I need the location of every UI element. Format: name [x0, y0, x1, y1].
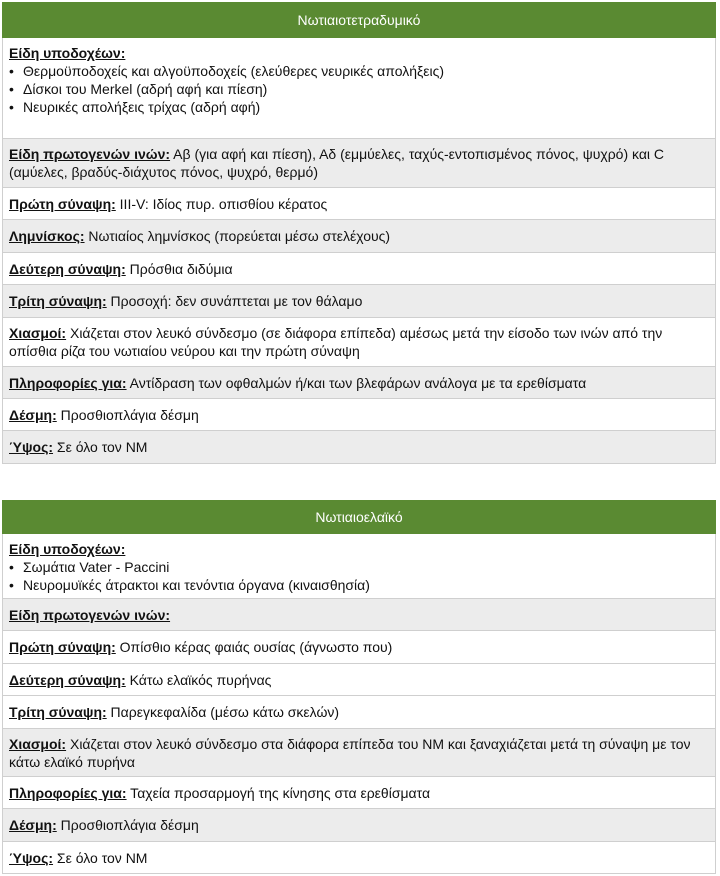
row-label: Χιασμοί:: [9, 325, 67, 341]
row-label: Τρίτη σύναψη:: [9, 293, 107, 309]
list-item: • Νευρικές απολήξεις τρίχας (αδρή αφή): [9, 98, 709, 116]
row-value: Προσθιοπλάγια δέσμη: [56, 817, 199, 833]
row-label: Είδη πρωτογενών ινών:: [9, 146, 171, 162]
table-row: [3, 431, 716, 464]
row-value: Αντίδραση των οφθαλμών ή/και των βλεφάρων ανάλογα με τα ερεθίσματα: [126, 374, 587, 391]
row-label: Πρώτη σύναψη:: [9, 195, 116, 212]
table-row: [3, 631, 716, 664]
tract-table-2: [2, 500, 716, 874]
row-value: Αβ (για αφή και πίεση), Αδ (εμμύελες, ταχύς-εντοπισμένος πόνος, ψυχρό) και C (αμύελες, βραδύς-διάχυτος πόνος, ψυχρό, θερμό): [9, 146, 665, 180]
row-label: Λημνίσκος:: [9, 228, 85, 244]
list-item: • Θερμοϋποδοχείς και αλγοϋποδοχείς (ελεύθερες νευρικές απολήξεις): [9, 62, 709, 80]
row-label: Τρίτη σύναψη:: [9, 704, 107, 720]
row-value: Χιάζεται στον λευκό σύνδεσμο στα διάφορα επίπεδα του ΝΜ και ξαναχιάζεται μετά τη σύναψη με τον κάτω ελαϊκό πυρήνα: [9, 735, 691, 770]
table-row: [3, 599, 716, 631]
row-value: Χιάζεται στον λευκό σύνδεσμο (σε διάφορα επίπεδα) αμέσως μετά την είσοδο των ινών από την οπίσθια ρίζα του νωτιαίου νεύρου και την πρώτη σύναψη: [9, 325, 663, 359]
table-row: [3, 188, 716, 220]
row-value: Παρεγκεφαλίδα (μέσω κάτω σκελών): [106, 704, 340, 720]
table-row: [3, 139, 716, 188]
row-value: Οπίσθιο κέρας φαιάς ουσίας (άγνωστο που): [115, 639, 393, 655]
table-title: Νωτιαιοελαϊκό: [3, 501, 716, 534]
table-row: [3, 729, 716, 777]
table-row: [3, 367, 716, 399]
receptors-label: Είδη υποδοχέων:: [9, 541, 126, 557]
table-row: [3, 253, 716, 285]
table-row: [3, 777, 716, 809]
row-label: Πληροφορίες για:: [9, 784, 127, 801]
table-row: [3, 842, 716, 874]
list-item: • Σωμάτια Vater - Paccini: [9, 558, 709, 576]
receptors-cell: [3, 38, 716, 139]
table-row: [3, 809, 716, 842]
row-label: Πρώτη σύναψη:: [9, 639, 116, 655]
row-label: Ύψος:: [9, 849, 54, 866]
row-value: Πρόσθια διδύμια: [125, 260, 233, 277]
row-label: Δεύτερη σύναψη:: [9, 260, 126, 277]
row-value: Προσοχή: δεν συνάπτεται με τον θάλαμο: [106, 293, 363, 309]
table-row: [3, 664, 716, 696]
receptors-label: Είδη υποδοχέων:: [9, 45, 126, 61]
row-label: Δέσμη:: [9, 817, 57, 833]
row-label: Είδη πρωτογενών ινών:: [9, 606, 171, 623]
row-label: Δέσμη:: [9, 406, 57, 423]
list-item: • Νευρομυϊκές άτρακτοι και τενόντια όργανα (κιναισθησία): [9, 576, 709, 594]
list-item: • Δίσκοι του Merkel (αδρή αφή και πίεση): [9, 80, 709, 98]
receptors-cell: [3, 534, 716, 599]
tract-table-1: [2, 2, 716, 464]
row-label: Χιασμοί:: [9, 735, 67, 752]
table-row: [3, 696, 716, 729]
table-row: [3, 399, 716, 431]
row-label: Δεύτερη σύναψη:: [9, 671, 126, 688]
row-label: Πληροφορίες για:: [9, 374, 127, 391]
table-row: [3, 318, 716, 367]
row-label: Ύψος:: [9, 439, 54, 455]
row-value: Κάτω ελαϊκός πυρήνας: [125, 671, 272, 688]
row-value: Ταχεία προσαρμογή της κίνησης στα ερεθίσματα: [126, 784, 431, 801]
receptors-list: [9, 62, 709, 116]
row-value: III-V: Ιδίος πυρ. οπισθίου κέρατος: [115, 195, 328, 212]
row-value: Προσθιοπλάγια δέσμη: [56, 406, 199, 423]
row-value: Νωτιαίος λημνίσκος (πορεύεται μέσω στελέχους): [84, 228, 391, 244]
table-title: Νωτιαιοτετραδυμικό: [3, 3, 716, 38]
row-value: Σε όλο τον ΝΜ: [53, 439, 148, 455]
table-row: [3, 285, 716, 318]
table-row: [3, 220, 716, 253]
row-value: Σε όλο τον ΝΜ: [53, 849, 148, 866]
receptors-list: [9, 558, 709, 594]
